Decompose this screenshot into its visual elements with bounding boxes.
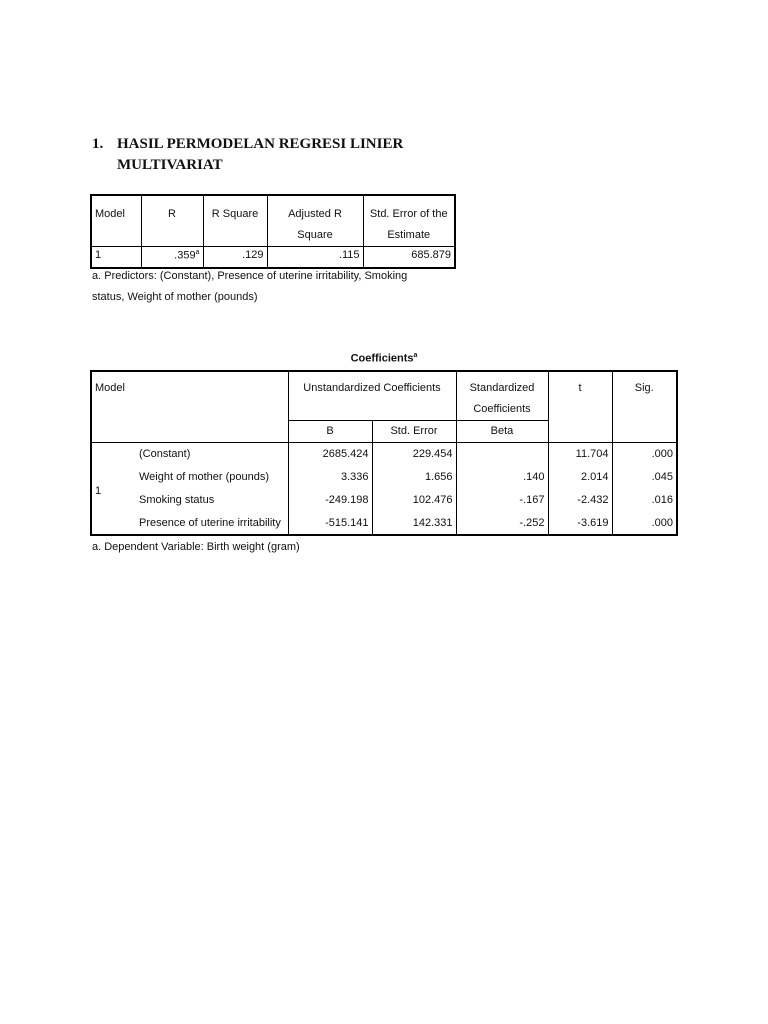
cell-b: -249.198 [288,489,372,512]
cell-adjusted-r-square: .115 [267,247,363,268]
cell-sig: .000 [612,443,677,466]
model-summary-table [90,194,456,269]
header-std-error-estimate: Std. Error of the Estimate [363,195,455,247]
cell-b: 3.336 [288,466,372,489]
cell-label: Presence of uterine irritability [139,516,281,529]
table-row [91,489,677,512]
cell-std-error: 685.879 [363,247,455,268]
header-model: Model [91,195,141,247]
header-sig: Sig. [612,371,677,443]
cell-std-error: 142.331 [372,512,456,535]
dependent-variable-footnote: a. Dependent Variable: Birth weight (gram) [92,541,300,553]
cell-t: 11.704 [548,443,612,466]
header-r-square: R Square [203,195,267,247]
cell-sig: .045 [612,466,677,489]
cell-r: .359$^a$ [141,247,203,268]
cell-std-error: 102.476 [372,489,456,512]
cell-sig: .000 [612,512,677,535]
cell-beta: .140 [456,466,548,489]
header-adjusted-r-square: Adjusted R Square [267,195,363,247]
table-row [91,443,677,466]
cell-beta: -.167 [456,489,548,512]
table-row [91,247,455,268]
cell-t: -2.432 [548,489,612,512]
coefficients-table [90,370,678,536]
cell-std-error: 1.656 [372,466,456,489]
section-number: 1. [92,136,104,152]
cell-beta: -.252 [456,512,548,535]
cell-beta [456,443,548,466]
cell-label: (Constant) [139,448,191,460]
header-standardized: Standardized Coefficients [456,371,548,421]
cell-sig: .016 [612,489,677,512]
footnote-marker: a [195,249,200,256]
table-row [91,466,677,489]
table-header-row [91,371,677,421]
section-heading [92,134,472,176]
coefficients-title: Coefficients$^a$ [350,352,418,365]
cell-label: Weight of mother (pounds) [139,470,270,483]
cell-label: Smoking status [139,493,215,506]
cell-r-square: .129 [203,247,267,268]
cell-model: 1 [95,249,102,261]
predictors-footnote: a. Predictors: (Constant), Presence of uterine irritability, Smoking status, Weight of mother (pounds) [92,270,408,303]
header-model: Model [91,371,288,443]
header-beta: Beta [456,421,548,443]
table-row [91,512,677,535]
header-unstandardized: Unstandardized Coefficients [288,371,456,421]
cell-t: 2.014 [548,466,612,489]
cell-std-error: 229.454 [372,443,456,466]
cell-b: 2685.424 [288,443,372,466]
cell-b: -515.141 [288,512,372,535]
table-header-row [91,195,455,247]
header-b: B [288,421,372,443]
footnote-marker: a [413,352,418,359]
section-title: HASIL PERMODELAN REGRESI LINIER MULTIVARIAT [117,136,404,173]
cell-model-number: 1 [95,484,102,497]
header-r: R [141,195,203,247]
header-t: t [548,371,612,443]
header-std-error: Std. Error [372,421,456,443]
cell-t: -3.619 [548,512,612,535]
